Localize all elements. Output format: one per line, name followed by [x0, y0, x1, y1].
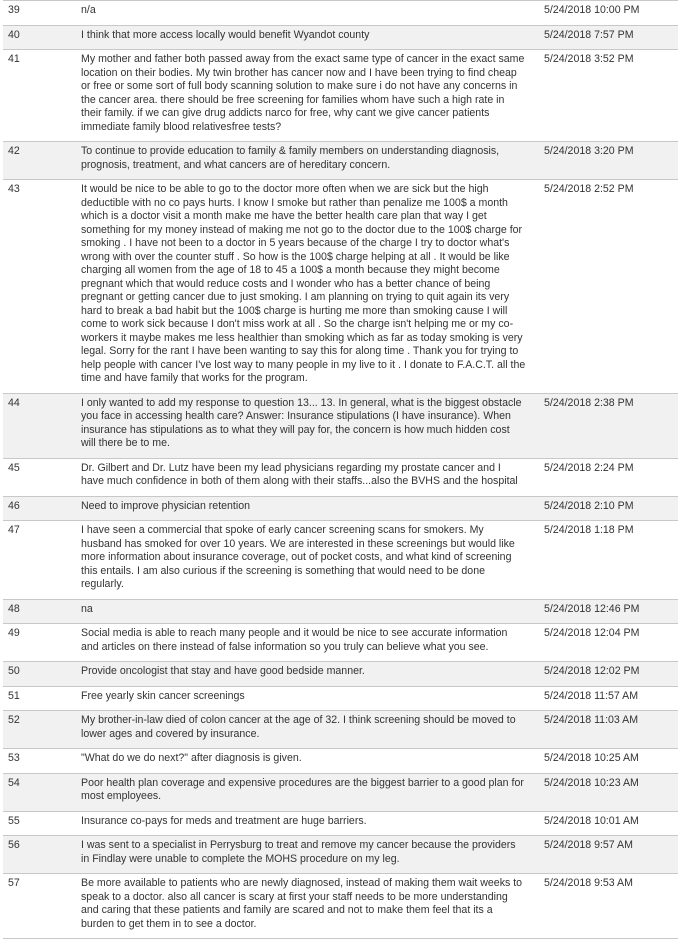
response-date: 5/24/2018 2:24 PM: [536, 458, 678, 496]
responses-table: [3, 0, 678, 939]
response-text: It would be nice to be able to go to the doctor more often when we are sick but the high deductible with no co pays hurts. I know I smoke but rather than penalize me 100$ a month which is a doctor visit a month make me have the better health care plan that way I get something for my money instead of making me not go to the doctor due to the 100$ charge for smoking . I have not been to a doctor in 5 years because of the charge I try to doctor what's wrong with over the counter stuff . So how is the 100$ charge helping at all . It would be like charging all women from the age of 18 to 45 a 100$ a month because they might become pregnant which that would reduce costs and I wonder who has a better chance of being pregnant or getting cancer due to just smoking. I am planning on trying to quit again its very hard to break a bad habit but the 100$ charge is hurting me more than smoking cause I will come to work sick because I don't miss work at all . So the charge isn't helping me or my co-workers it maybe makes me less healthier than smoking which as far as today smoking is very legal. Sorry for the rant I have been wanting to say this for along time . Thank you for trying to help people with cancer I've lost way to many people in my live to it . I donate to F.A.C.T. all the time and have family that works for the program.: [76, 180, 536, 394]
responses-table-body: [3, 1, 678, 939]
response-text: Provide oncologist that stay and have good bedside manner.: [76, 662, 536, 687]
response-date: 5/24/2018 11:57 AM: [536, 686, 678, 711]
table-row: [3, 50, 678, 142]
response-number: 52: [3, 711, 76, 749]
response-number: 43: [3, 180, 76, 394]
table-row: [3, 662, 678, 687]
response-date: 5/24/2018 2:10 PM: [536, 496, 678, 521]
response-text: "What do we do next?" after diagnosis is given.: [76, 749, 536, 774]
response-date: 5/24/2018 12:04 PM: [536, 624, 678, 662]
response-date: 5/24/2018 12:02 PM: [536, 662, 678, 687]
table-row: [3, 496, 678, 521]
response-text: I think that more access locally would benefit Wyandot county: [76, 25, 536, 50]
response-text: Poor health plan coverage and expensive procedures are the biggest barrier to a good plan for most employees.: [76, 773, 536, 811]
response-date: 5/24/2018 10:23 AM: [536, 773, 678, 811]
table-row: [3, 874, 678, 939]
response-text: My mother and father both passed away from the exact same type of cancer in the exact same location on their bodies. My twin brother has cancer now and I have been trying to find cheap or free or some sort of full body scanning solution to make sure i do not have any concerns in the cancer area. there should be free screening for families whom have such a high rate in their family. if we can give drug addicts narco for free, why cant we give cancer patients immediate family blood relativesfree tests?: [76, 50, 536, 142]
response-text: I only wanted to add my response to question 13... 13. In general, what is the biggest obstacle you face in accessing health care? Answer: Insurance stipulations (I have insurance). When insurance has stipulations as to what they will pay for, the concern is how much hidden cost will there be to me.: [76, 393, 536, 458]
table-row: [3, 1, 678, 26]
table-row: [3, 458, 678, 496]
response-date: 5/24/2018 10:01 AM: [536, 811, 678, 836]
response-number: 53: [3, 749, 76, 774]
response-date: 5/24/2018 3:52 PM: [536, 50, 678, 142]
table-row: [3, 836, 678, 874]
response-text: I have seen a commercial that spoke of early cancer screening scans for smokers. My husband has smoked for over 10 years. We are interested in these screenings but would like more information about insurance coverage, out of pocket costs, and what kind of screening this entails. I am also curious if the screening is something that would need to be done regularly.: [76, 521, 536, 600]
response-date: 5/24/2018 7:57 PM: [536, 25, 678, 50]
table-row: [3, 773, 678, 811]
response-date: 5/24/2018 2:52 PM: [536, 180, 678, 394]
response-number: 55: [3, 811, 76, 836]
table-row: [3, 624, 678, 662]
response-date: 5/24/2018 10:25 AM: [536, 749, 678, 774]
response-text: Dr. Gilbert and Dr. Lutz have been my lead physicians regarding my prostate cancer and I have much confidence in both of them along with their staffs...also the BVHS and the hospital: [76, 458, 536, 496]
table-row: [3, 25, 678, 50]
response-number: 46: [3, 496, 76, 521]
response-date: 5/24/2018 9:53 AM: [536, 874, 678, 939]
response-date: 5/24/2018 9:57 AM: [536, 836, 678, 874]
table-row: [3, 811, 678, 836]
response-number: 57: [3, 874, 76, 939]
response-number: 40: [3, 25, 76, 50]
table-row: [3, 393, 678, 458]
response-text: My brother-in-law died of colon cancer at the age of 32. I think screening should be moved to lower ages and covered by insurance.: [76, 711, 536, 749]
response-text: To continue to provide education to family & family members on understanding diagnosis, prognosis, treatment, and what cancers are of hereditary concern.: [76, 142, 536, 180]
table-row: [3, 180, 678, 394]
response-text: Insurance co-pays for meds and treatment are huge barriers.: [76, 811, 536, 836]
response-number: 41: [3, 50, 76, 142]
response-date: 5/24/2018 2:38 PM: [536, 393, 678, 458]
response-text: n/a: [76, 1, 536, 26]
response-date: 5/24/2018 12:46 PM: [536, 599, 678, 624]
response-text: I was sent to a specialist in Perrysburg to treat and remove my cancer because the providers in Findlay were unable to complete the MOHS procedure on my leg.: [76, 836, 536, 874]
response-number: 56: [3, 836, 76, 874]
response-text: Need to improve physician retention: [76, 496, 536, 521]
table-row: [3, 711, 678, 749]
response-number: 51: [3, 686, 76, 711]
response-text: na: [76, 599, 536, 624]
response-number: 47: [3, 521, 76, 600]
response-text: Free yearly skin cancer screenings: [76, 686, 536, 711]
response-date: 5/24/2018 11:03 AM: [536, 711, 678, 749]
response-date: 5/24/2018 3:20 PM: [536, 142, 678, 180]
table-row: [3, 142, 678, 180]
response-date: 5/24/2018 10:00 PM: [536, 1, 678, 26]
response-number: 39: [3, 1, 76, 26]
response-number: 42: [3, 142, 76, 180]
response-number: 49: [3, 624, 76, 662]
table-row: [3, 686, 678, 711]
response-number: 48: [3, 599, 76, 624]
table-row: [3, 599, 678, 624]
table-row: [3, 749, 678, 774]
table-row: [3, 521, 678, 600]
response-number: 54: [3, 773, 76, 811]
response-number: 44: [3, 393, 76, 458]
response-text: Be more available to patients who are newly diagnosed, instead of making them wait weeks to speak to a doctor. also all cancer is scary at first your staff needs to be more understanding and caring that these patients and family are scared and not to make them feel that its a burden to get them in to see a doctor.: [76, 874, 536, 939]
response-date: 5/24/2018 1:18 PM: [536, 521, 678, 600]
response-number: 50: [3, 662, 76, 687]
response-number: 45: [3, 458, 76, 496]
response-text: Social media is able to reach many people and it would be nice to see accurate information and articles on there instead of false information so you truly can believe what you see.: [76, 624, 536, 662]
